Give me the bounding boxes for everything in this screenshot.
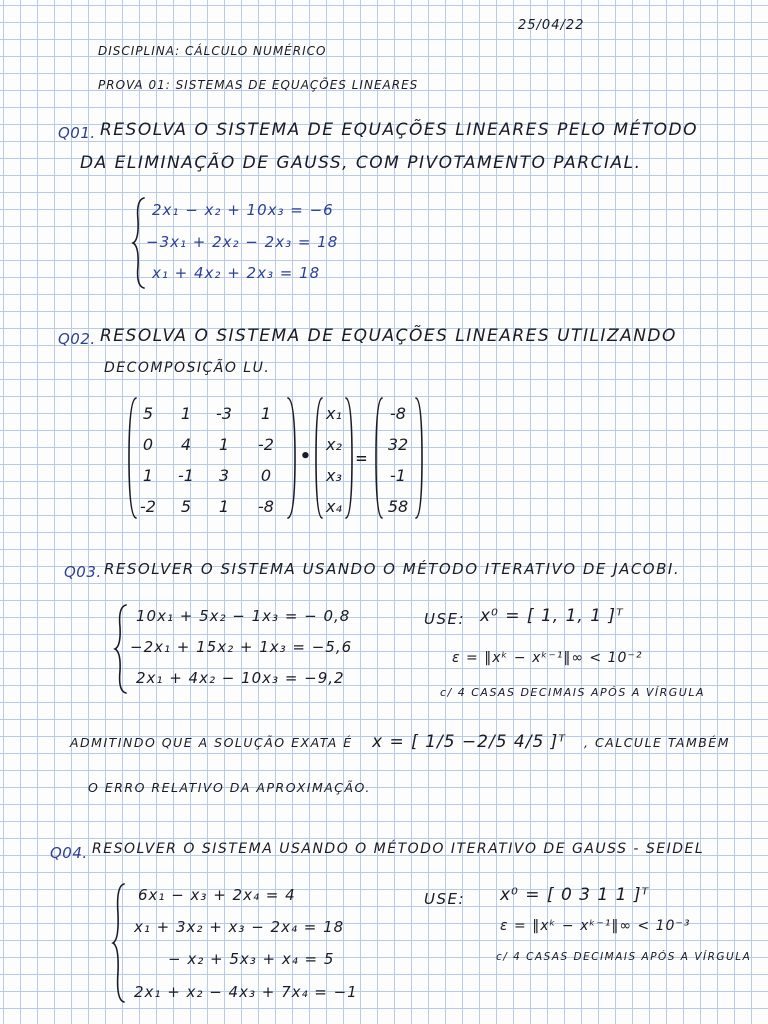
question-1-text-line-2: DA ELIMINAÇÃO DE GAUSS, COM PIVOTAMENTO PARCIAL. — [80, 153, 642, 173]
equation-row: −3x₁ + 2x₂ − 2x₃ = 18 — [146, 233, 339, 251]
var-cell: x₂ — [326, 435, 342, 454]
equation-row: 2x₁ + x₂ − 4x₃ + 7x₄ = −1 — [134, 983, 358, 1001]
var-cell: x₃ — [326, 466, 342, 485]
exact-solution-intro: ADMITINDO QUE A SOLUÇÃO EXATA É — [70, 735, 353, 750]
stopping-criterion: ε = ‖xᵏ − xᵏ⁻¹‖∞ < 10⁻² — [452, 650, 643, 666]
equation-row: 10x₁ + 5x₂ − 1x₃ = − 0,8 — [136, 607, 351, 625]
question-4-label: Q04. — [50, 844, 88, 862]
equation-row: x₁ + 4x₂ + 2x₃ = 18 — [152, 264, 321, 282]
use-label: USE: — [424, 890, 466, 908]
matrix-cell: -1 — [178, 466, 194, 485]
matrix-cell: 5 — [142, 404, 154, 423]
question-3-label: Q03. — [64, 563, 102, 581]
exact-solution: x = [ 1/5 −2/5 4/5 ]ᵀ — [372, 732, 566, 752]
equation-row: x₁ + 3x₂ + x₃ − 2x₄ = 18 — [134, 918, 345, 936]
var-cell: x₄ — [326, 497, 342, 516]
question-2-text-line-1: RESOLVA O SISTEMA DE EQUAÇÕES LINEARES UTILIZANDO — [100, 326, 677, 346]
matrix-cell: 1 — [142, 466, 154, 485]
equals-sign: = — [356, 448, 367, 469]
equation-row: 6x₁ − x₃ + 2x₄ = 4 — [138, 886, 296, 904]
matrix-cell: 1 — [218, 435, 230, 454]
initial-guess: x⁰ = [ 0 3 1 1 ]ᵀ — [500, 885, 650, 905]
question-4-text: RESOLVER O SISTEMA USANDO O MÉTODO ITERATIVO DE GAUSS - SEIDEL — [92, 841, 705, 857]
system-brace — [114, 603, 130, 695]
matrix-row — [128, 466, 288, 490]
equation-row: 2x₁ − x₂ + 10x₃ = −6 — [152, 201, 334, 219]
relative-error-text: O ERRO RELATIVO DA APROXIMAÇÃO. — [88, 780, 371, 795]
matrix-cell: -2 — [258, 435, 274, 454]
matrix-cell: -3 — [216, 404, 232, 423]
question-2-label: Q02. — [58, 330, 96, 348]
date: 25/04/22 — [518, 18, 585, 33]
matrix-row — [128, 435, 288, 459]
equation-row: 2x₁ + 4x₂ − 10x₃ = −9,2 — [136, 669, 345, 687]
question-2-text-line-2: DECOMPOSIÇÃO LU. — [104, 360, 271, 376]
decimal-places-note: c/ 4 CASAS DECIMAIS APÓS A VÍRGULA — [496, 951, 752, 963]
rhs-cell: 32 — [387, 435, 409, 454]
var-cell: x₁ — [326, 404, 342, 423]
matrix-row — [128, 497, 288, 521]
equation-row: −2x₁ + 15x₂ + 1x₃ = −5,6 — [130, 638, 353, 656]
question-3-text: RESOLVER O SISTEMA USANDO O MÉTODO ITERATIVO DE JACOBI. — [104, 560, 681, 578]
stopping-criterion: ε = ‖xᵏ − xᵏ⁻¹‖∞ < 10⁻³ — [500, 918, 691, 934]
question-1-label: Q01. — [58, 124, 96, 142]
matrix-cell: 0 — [260, 466, 272, 485]
matrix-cell: 1 — [218, 497, 230, 516]
question-1-text-line-1: RESOLVA O SISTEMA DE EQUAÇÕES LINEARES PELO MÉTODO — [100, 120, 698, 140]
matrix-cell: 3 — [218, 466, 230, 485]
calculate-also-text: , CALCULE TAMBÉM — [584, 735, 730, 750]
decimal-places-note: c/ 4 CASAS DECIMAIS APÓS A VÍRGULA — [440, 686, 705, 699]
matrix-cell: 5 — [180, 497, 192, 516]
matrix-row — [128, 404, 288, 428]
multiply-dot: • — [300, 446, 311, 467]
exam-title-line: PROVA 01: SISTEMAS DE EQUAÇÕES LINEARES — [98, 78, 419, 92]
matrix-cell: 0 — [142, 435, 154, 454]
system-brace — [112, 882, 128, 1004]
use-label: USE: — [424, 610, 466, 628]
initial-guess: x⁰ = [ 1, 1, 1 ]ᵀ — [480, 606, 624, 626]
matrix-cell: 4 — [180, 435, 192, 454]
rhs-cell: -8 — [390, 404, 406, 423]
discipline-line: DISCIPLINA: CÁLCULO NUMÉRICO — [98, 44, 327, 58]
equation-row: − x₂ + 5x₃ + x₄ = 5 — [168, 950, 335, 968]
matrix-cell: 1 — [260, 404, 272, 423]
rhs-cell: 58 — [387, 497, 409, 516]
matrix-cell: -8 — [258, 497, 274, 516]
matrix-cell: 1 — [180, 404, 192, 423]
matrix-cell: -2 — [140, 497, 156, 516]
rhs-cell: -1 — [390, 466, 406, 485]
